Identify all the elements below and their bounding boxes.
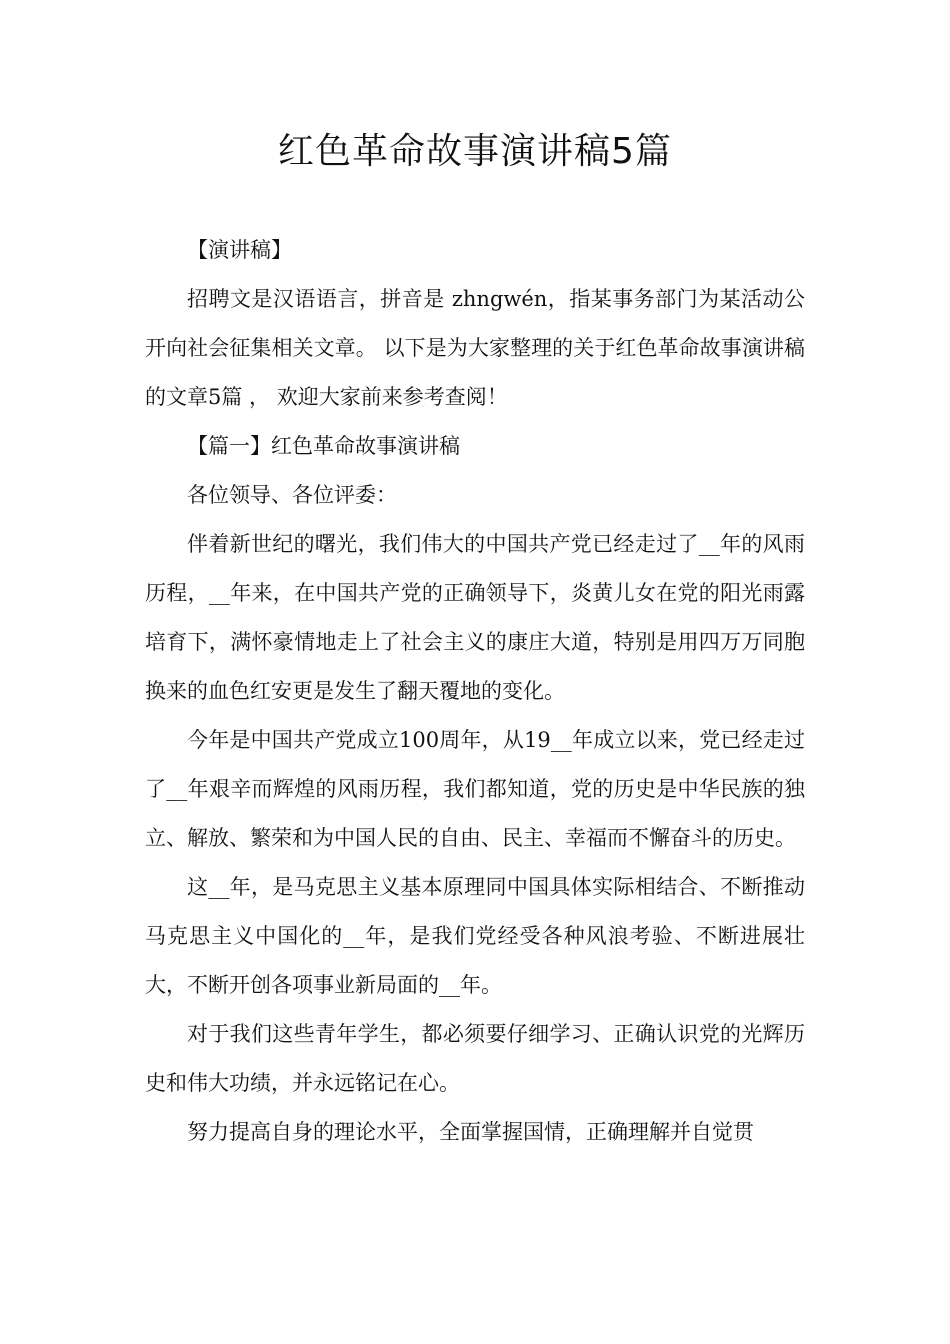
paragraph-intro: 招聘文是汉语语言，拼音是 zhngwén，指某事务部门为某活动公开向社会征集相关文章。 以下是为大家整理的关于红色革命故事演讲稿的文章5篇 ， 欢迎大家前来参考查阅！	[145, 287, 805, 409]
paragraph-body: 对于我们这些青年学生，都必须要仔细学习、正确认识党的光辉历史和伟大功绩，并永远铭记在心。	[145, 1022, 805, 1095]
paragraph-salutation: 各位领导、各位评委：	[187, 483, 397, 507]
document-title: 红色革命故事演讲稿5篇	[278, 131, 672, 172]
paragraph-heading-speech: 【演讲稿】	[187, 238, 292, 262]
paragraph-body: 今年是中国共产党成立100周年，从19__年成立以来，党已经走过了__年艰辛而辉煌的风雨历程，我们都知道，党的历史是中华民族的独立、解放、繁荣和为中国人民的自由、民主、幸福而不懈奋斗的历史。	[145, 728, 805, 850]
document-body	[145, 226, 805, 1157]
paragraph-body: 这__年，是马克思主义基本原理同中国具体实际相结合、不断推动马克思主义中国化的__年，是我们党经受各种风浪考验、不断进展壮大，不断开创各项事业新局面的__年。	[145, 875, 805, 997]
paragraph-body: 努力提高自身的理论水平，全面掌握国情，正确理解并自觉贯	[187, 1120, 754, 1144]
paragraph-body: 伴着新世纪的曙光，我们伟大的中国共产党已经走过了__年的风雨历程，__年来，在中国共产党的正确领导下，炎黄儿女在党的阳光雨露培育下，满怀豪情地走上了社会主义的康庄大道，特别是用四万万同胞换来的血色红安更是发生了翻天覆地的变化。	[145, 532, 805, 703]
paragraph-section-one-heading: 【篇一】红色革命故事演讲稿	[187, 434, 460, 458]
